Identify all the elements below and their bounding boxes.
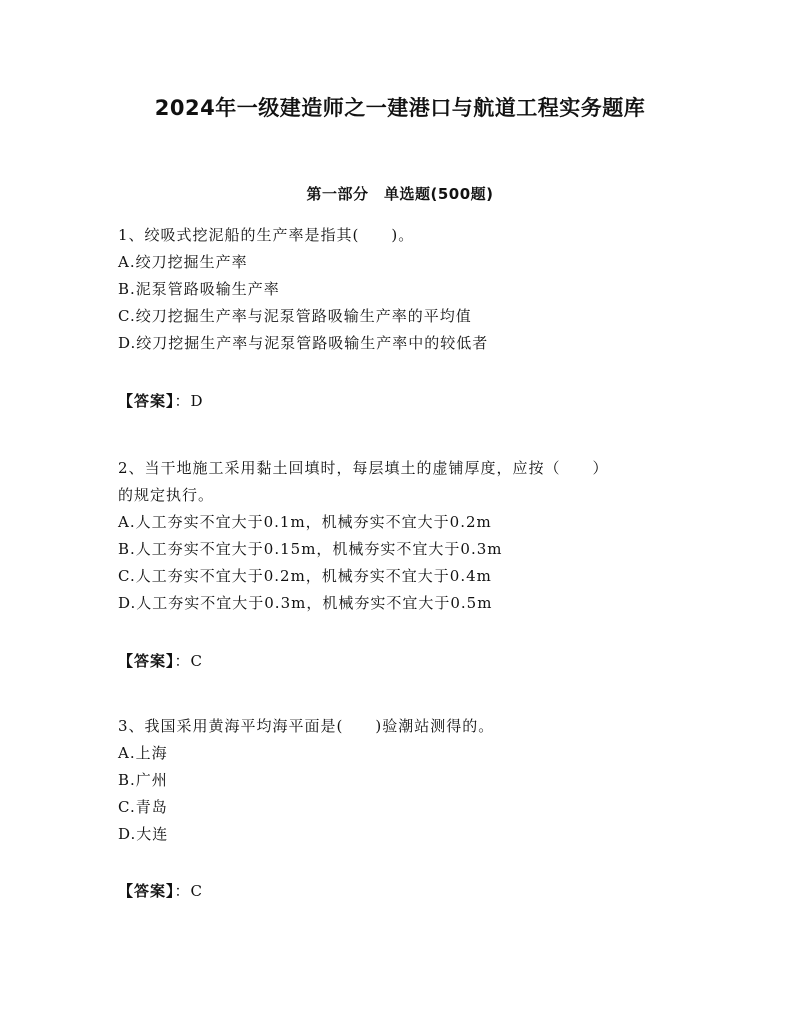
answer-1 xyxy=(118,390,204,411)
option-c: C.绞刀挖掘生产率与泥泵管路吸输生产率的平均值 xyxy=(118,307,472,325)
document-title: 2024年一级建造师之一建港口与航道工程实务题库 xyxy=(154,96,646,120)
question-stem-continued: 的规定执行。 xyxy=(118,486,215,504)
question-3 xyxy=(118,713,678,848)
answer-separator: ： xyxy=(174,392,191,410)
answer-value: D xyxy=(190,392,204,410)
option-c: C.青岛 xyxy=(118,798,168,816)
question-1 xyxy=(118,222,678,357)
option-b: B.泥泵管路吸输生产率 xyxy=(118,280,280,298)
option-b: B.广州 xyxy=(118,771,168,789)
question-stem: 1、绞吸式挖泥船的生产率是指其( )。 xyxy=(118,226,415,244)
option-a: A.人工夯实不宜大于0.1m，机械夯实不宜大于0.2m xyxy=(118,513,492,531)
section-heading: 第一部分 单选题(500题) xyxy=(306,185,494,203)
answer-separator: ： xyxy=(174,882,191,900)
answer-value: C xyxy=(190,882,204,900)
question-stem: 3、我国采用黄海平均海平面是( )验潮站测得的。 xyxy=(118,717,495,735)
option-c: C.人工夯实不宜大于0.2m，机械夯实不宜大于0.4m xyxy=(118,567,492,585)
option-a: A.绞刀挖掘生产率 xyxy=(118,253,248,271)
answer-separator: ： xyxy=(174,652,191,670)
option-d: D.大连 xyxy=(118,825,169,843)
option-d: D.绞刀挖掘生产率与泥泵管路吸输生产率中的较低者 xyxy=(118,334,489,352)
option-a: A.上海 xyxy=(118,744,168,762)
option-d: D.人工夯实不宜大于0.3m，机械夯实不宜大于0.5m xyxy=(118,594,493,612)
answer-value: C xyxy=(190,652,204,670)
answer-2 xyxy=(118,650,203,671)
answer-label: 【答案】 xyxy=(118,652,175,670)
answer-label: 【答案】 xyxy=(118,392,175,410)
question-2 xyxy=(118,455,678,617)
question-stem: 2、当干地施工采用黏土回填时，每层填土的虚铺厚度，应按（ ） xyxy=(118,459,609,477)
answer-3 xyxy=(118,880,203,901)
answer-label: 【答案】 xyxy=(118,882,175,900)
option-b: B.人工夯实不宜大于0.15m，机械夯实不宜大于0.3m xyxy=(118,540,503,558)
